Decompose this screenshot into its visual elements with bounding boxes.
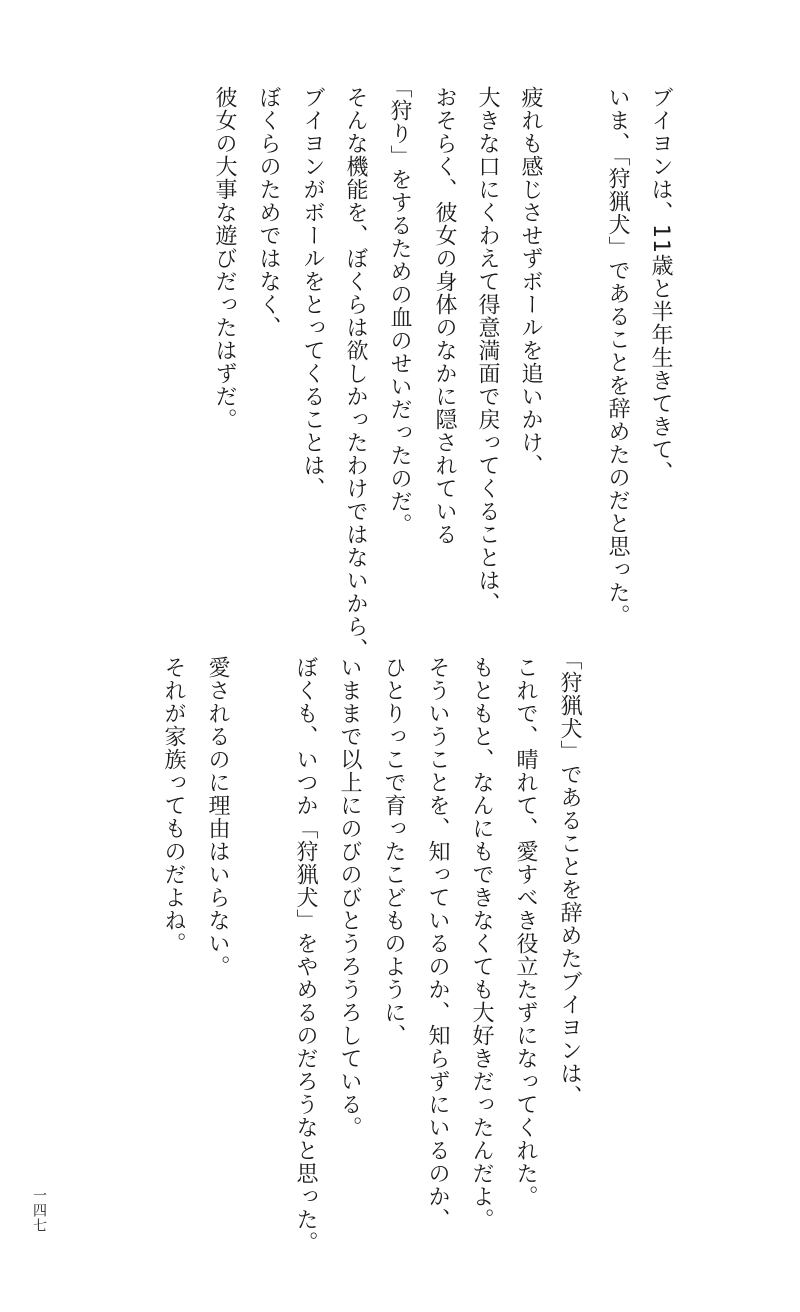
upper-line-2: いま、「狩猟犬」であることを辞めたのだと思った。 (605, 86, 630, 627)
upper-line-7: そんな機能を、ぼくらは欲しかったわけではないから、 (343, 86, 368, 661)
lower-line-3: もともと、なんにもできなくても大好きだったんだよ。 (469, 656, 494, 1231)
lower-line-1: 「狩猟犬」であることを辞めたブイヨンは、 (557, 648, 582, 1108)
lower-line-5: ひとりっこで育ったこどものように、 (381, 656, 406, 1047)
lower-line-4: そういうことを、知っているのか、知らずにいるのか、 (425, 656, 450, 1231)
upper-line-5: おそらく、彼女の身体のなかに隠されている (432, 86, 457, 546)
upper-line-1: ブイヨンは、11歳と半年生きてきて、 (648, 86, 673, 484)
lower-line-6: いままで以上にのびのびとうろうろしている。 (337, 656, 362, 1139)
upper-line-4: 大きな口にくわえて得意満面で戻ってくることは、 (475, 86, 500, 615)
upper-line-8: ブイヨンがボールをとってくることは、 (300, 86, 325, 500)
upper-line-3: 疲れも感じさせずボールを追いかけ、 (518, 86, 543, 477)
page-number: 一四七 (31, 1188, 47, 1233)
upper-line-6: 「狩り」をするための血のせいだったのだ。 (387, 76, 412, 536)
upper-line-9: ぼくらのためではなく、 (256, 86, 281, 339)
lower-line-2: これで、晴れて、愛すべき役立たずになってくれた。 (513, 656, 538, 1208)
lower-line-9: それが家族ってものだよね。 (161, 656, 186, 955)
upper-line-10: 彼女の大事な遊びだったはずだ。 (212, 86, 237, 431)
lower-line-7: ぼくも、いつか「狩猟犬」をやめるのだろうなと思った。 (293, 656, 318, 1254)
lower-line-8: 愛されるのに理由はいらない。 (205, 656, 230, 978)
